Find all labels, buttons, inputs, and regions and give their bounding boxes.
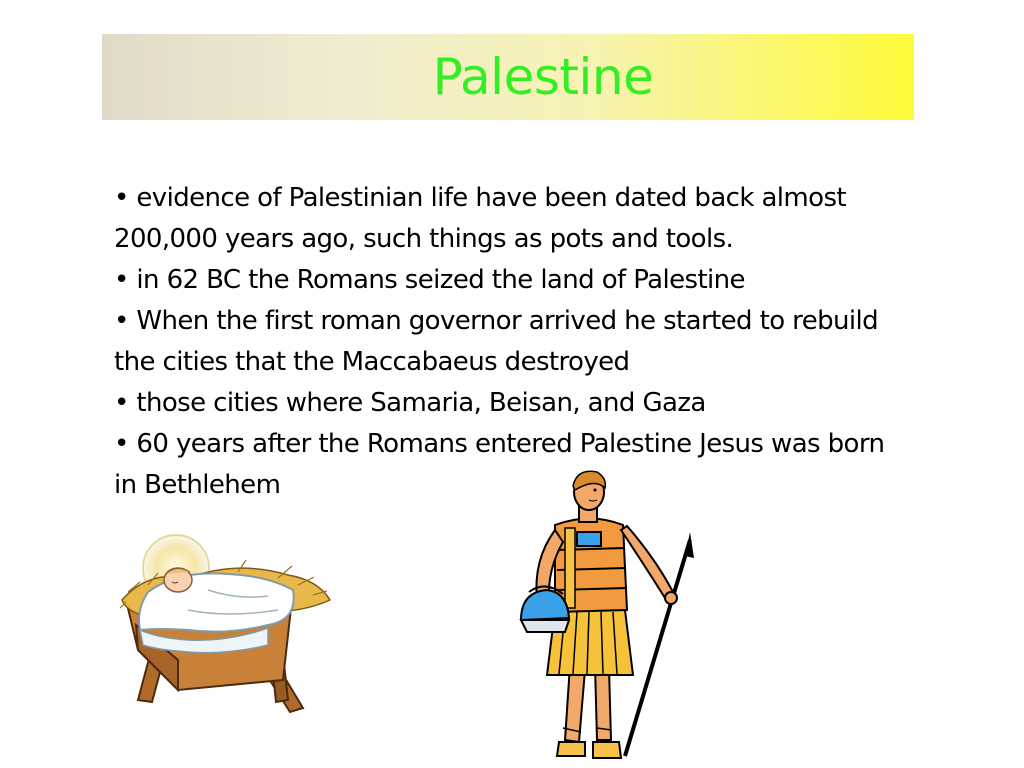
slide-title: Palestine — [432, 48, 654, 106]
bullet-list — [114, 178, 914, 506]
bullet-item: • evidence of Palestinian life have been dated back almost 200,000 years ago, such things as pots and tools. — [114, 183, 847, 254]
roman-soldier-illustration — [515, 470, 700, 768]
bullet-item: • 60 years after the Romans entered Palestine Jesus was born in Bethlehem — [114, 429, 885, 500]
title-bar — [102, 34, 914, 120]
bullet-item: • those cities where Samaria, Beisan, and Gaza — [114, 388, 706, 418]
bullet-item: • in 62 BC the Romans seized the land of Palestine — [114, 265, 745, 295]
bullet-item: • When the first roman governor arrived he started to rebuild the cities that the Maccabaeus destroyed — [114, 306, 879, 377]
baby-in-manger-illustration — [118, 530, 333, 715]
